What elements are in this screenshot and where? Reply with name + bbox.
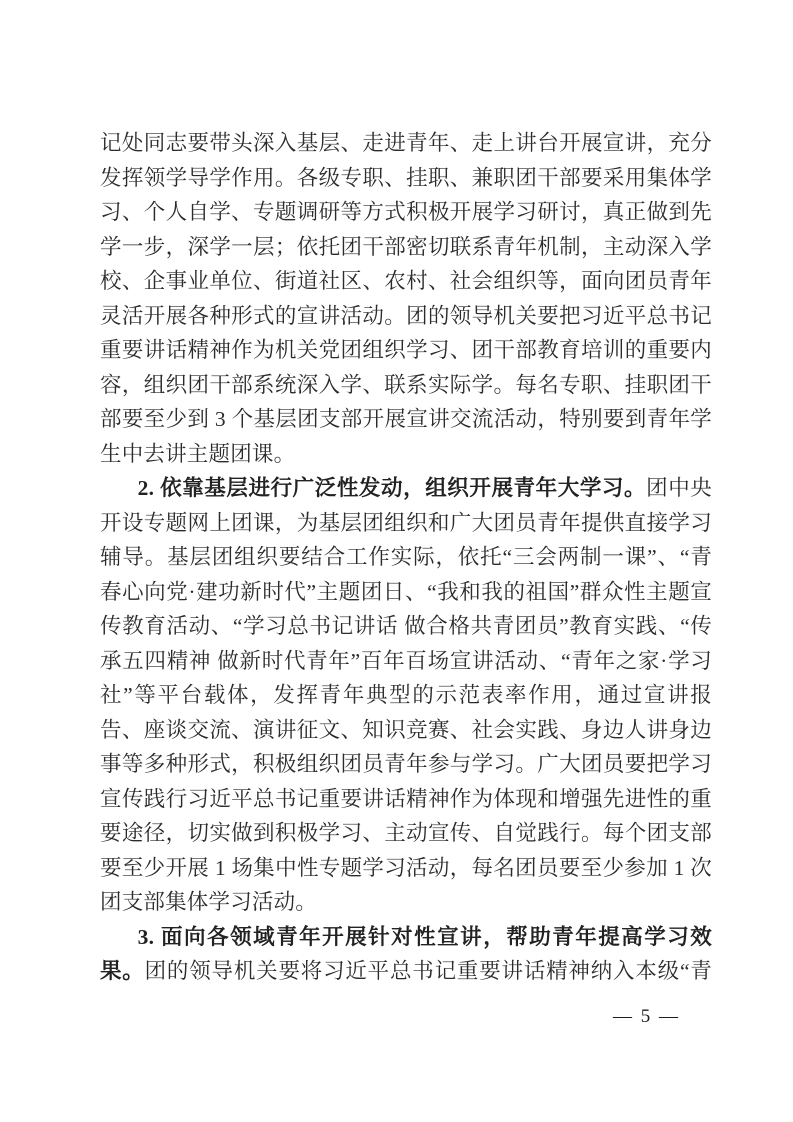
- paragraph-text: 记处同志要带头深入基层、走进青年、走上讲台开展宣讲，充分发挥领学导学作用。各级专职、挂职、兼职团干部要采用集体学习、个人自学、专题调研等方式积极开展学习研讨，真正做到先学一步，深学一层；依托团干部密切联系青年机制，主动深入学校、企事业单位、街道社区、农村、社会组织等，面向团员青年灵活开展各种形式的宣讲活动。团的领导机关要把习近平总书记重要讲话精神作为机关党团组织学习、团干部教育培训的重要内容，组织团干部系统深入学、联系实际学。每名专职、挂职团干部要至少到 3 个基层团支部开展宣讲交流活动，特别要到青年学生中去讲主题团课。: [100, 131, 712, 466]
- paragraph-text: 团中央开设专题网上团课，为基层团组织和广大团员青年提供直接学习辅导。基层团组织要结合工作实际，依托“三会两制一课”、“青春心向党·建功新时代”主题团日、“我和我的祖国”群众性主题宣传教育活动、“学习总书记讲话 做合格共青团员”教育实践、“传承五四精神 做新时代青年”百年百场宣讲活动、“青年之家·学习社”等平台载体，发挥青年典型的示范表率作用，通过宣讲报告、座谈交流、演讲征文、知识竞赛、社会实践、身边人讲身边事等多种形式，积极组织团员青年参与学习。广大团员要把学习宣传践行习近平总书记重要讲话精神作为体现和增强先进性的重要途径，切实做到积极学习、主动宣传、自觉践行。每个团支部要至少开展 1 场集中性专题学习活动，每名团员要至少参加 1 次团支部集体学习活动。: [100, 476, 712, 914]
- paragraph-lead-sentence: 3. 面向各领域青年开展针对性宣讲，帮助青年提高学习效果。: [100, 924, 712, 983]
- page-number: — 5 —: [613, 1006, 680, 1027]
- paragraph: [100, 920, 712, 989]
- paragraph: [100, 126, 712, 471]
- paragraph-text: 团的领导机关要将习近平总书记重要讲话精神纳入本级“青: [144, 959, 713, 983]
- document-body: [100, 126, 712, 989]
- paragraph: [100, 471, 712, 920]
- paragraph-lead-sentence: 2. 依靠基层进行广泛性发动，组织开展青年大学习。: [137, 476, 647, 500]
